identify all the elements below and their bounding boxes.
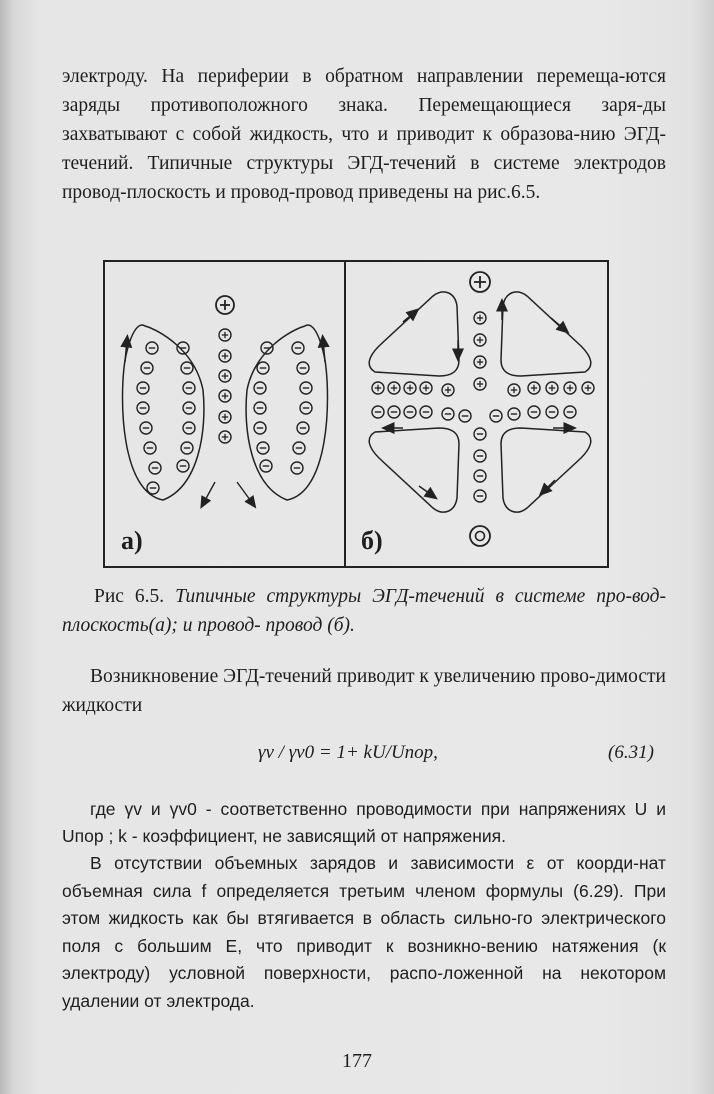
caption-lead: Рис 6.5. [94, 586, 176, 607]
paragraph-conductivity: Возникновение ЭГД-течений приводит к увеличению прово-димости жидкости [62, 666, 666, 716]
formula-expression: γv / γv0 = 1+ kU/Uпор, [258, 742, 438, 763]
paragraph-definitions: где γv и γv0 - соответственно проводимости при напряжениях U и Uпор ; k - коэффициент, не зависящий от напряжения. [62, 799, 666, 846]
page-number: 177 [342, 1050, 372, 1072]
negative-wire-icon [470, 526, 490, 546]
figure-drawing [103, 260, 609, 568]
figure-frame [104, 261, 608, 567]
panel-a-label: а) [121, 526, 143, 555]
caption-text: Типичные структуры ЭГД-течений в системе про-вод-плоскость(а); и провод- провод (б). [62, 586, 667, 636]
paragraph-volume-force: В отсутствии объемных зарядов и зависимости ε от коорди-нат объемная сила f определяется третьим членом формулы (6.29). При этом жидкость как бы втягивается в область сильно-го электрического поля с большим E, что приводит к возникно-вению натяжения (к электроду) условной поверхности, распо-ложенной на некотором удалении от электрода. [62, 853, 666, 1011]
panel-b-label: б) [361, 526, 383, 555]
panel-b [369, 272, 594, 546]
panel-a [123, 296, 328, 504]
figure-6-5 [103, 260, 609, 568]
top-paragraph: электроду. На периферии в обратном направлении перемеща-ются заряды противоположного знака. Перемещающиеся заря-ды захватывают с собой жидкость, что и приводит к образова-нию ЭГД-течений. Типичные структуры ЭГД-течений в системе электродов провод-плоскость и провод-провод приведены на рис.6.5. [62, 66, 666, 203]
figure-caption [62, 582, 666, 640]
formula-6-31 [0, 742, 714, 772]
formula-number: (6.31) [608, 742, 654, 763]
